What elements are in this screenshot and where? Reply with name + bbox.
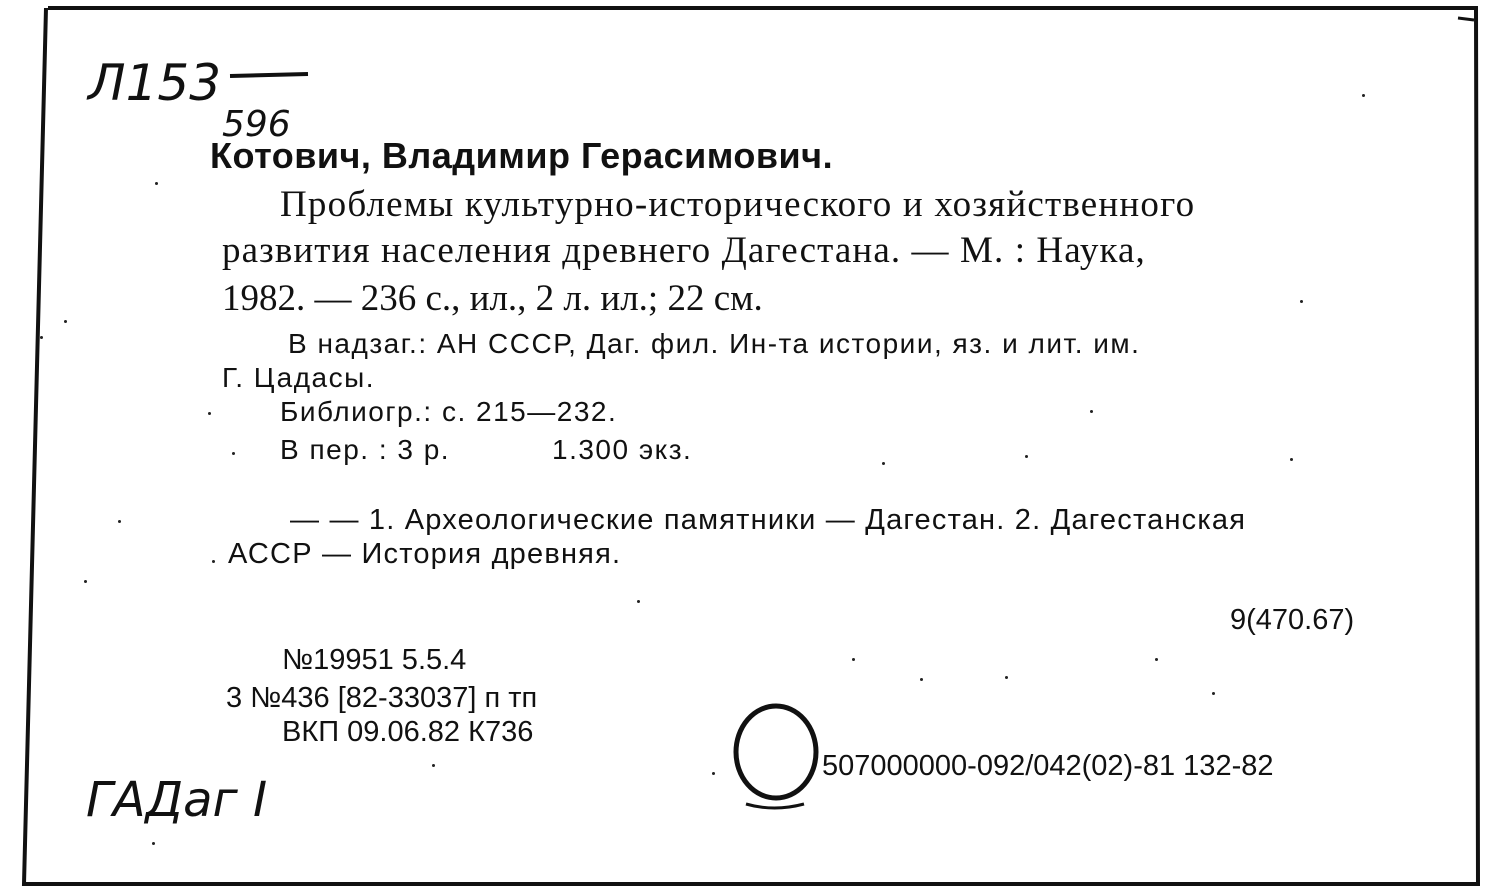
svg-text:596: 596: [222, 104, 291, 145]
copyright-circle-icon: [728, 700, 828, 820]
title-line-3: 1982. — 236 с., ил., 2 л. ил.; 22 см.: [222, 278, 763, 319]
bibliography-note: Библиогр.: с. 215—232.: [280, 396, 618, 427]
classification-index: 9(470.67): [1230, 604, 1355, 636]
nadzag-line-1: В надзаг.: АН СССР, Даг. фил. Ин-та истории, яз. и лит. им.: [288, 328, 1141, 359]
vkp-line: ВКП 09.06.82 К736: [282, 716, 534, 748]
nadzag-line-2: Г. Цадасы.: [222, 362, 376, 393]
handwritten-library-mark: [82, 756, 302, 836]
order-number: №19951 5.5.4: [282, 644, 467, 676]
handwritten-call-number: [80, 40, 320, 150]
subjects-line-1: — — 1. Археологические памятники — Дагестан. 2. Дагестанская: [290, 504, 1247, 536]
copies-count: 1.300 экз.: [552, 434, 693, 465]
subjects-line-2: АССР — История древняя.: [228, 538, 622, 570]
svg-text:ГАДаг I: ГАДаг I: [86, 772, 268, 828]
svg-text:Л153: Л153: [88, 54, 222, 112]
title-line-1: Проблемы культурно-исторического и хозяйственного: [280, 184, 1196, 225]
record-line: 3 №436 [82-33037] п тп: [226, 682, 538, 714]
isbn-code: 507000000-092/042(02)-81 132-82: [822, 750, 1274, 782]
binding-price: В пер. : 3 р.: [280, 434, 451, 465]
author-heading: Котович, Владимир Герасимович.: [210, 135, 834, 176]
title-line-2: развития населения древнего Дагестана. — М. : Наука,: [222, 230, 1146, 271]
